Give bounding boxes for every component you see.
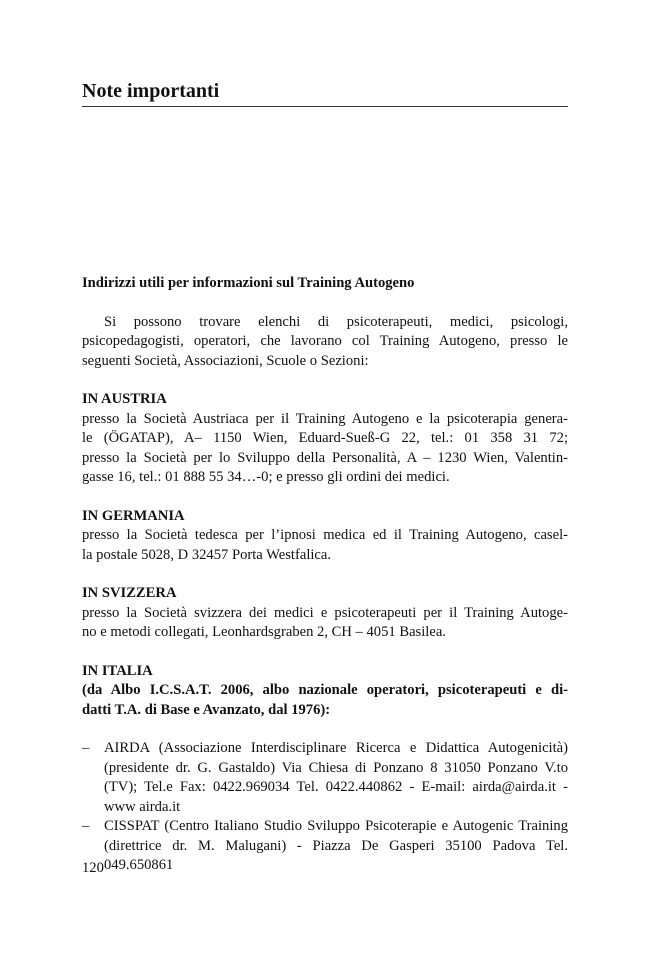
chapter-title: Note importanti [82, 80, 220, 102]
germania-line: presso la Società tedesca per l’ipnosi medica ed il Training Autogeno, casel- [82, 527, 568, 543]
italia-note-line: datti T.A. di Base e Avanzato, dal 1976): [82, 701, 331, 718]
svizzera-line: presso la Società svizzera dei medici e psicoterapeuti per il Training Autoge- [82, 604, 568, 621]
austria-line: le (ÖGATAP), A– 1150 Wien, Eduard-Sueß-G 22, tel.: 01 358 31 72; [82, 430, 568, 446]
italia-heading: IN ITALIA [82, 662, 153, 679]
intro-paragraph: Si possono trovare elenchi di psicoterapeuti, medici, psicologi, psicopedagogisti, operatori, che lavorano col Training Autogeno, presso le seguenti Società, Associazioni, Scuole o Sezioni: [82, 313, 568, 369]
austria-line: gasse 16, tel.: 01 888 55 34…-0; e presso gli ordini dei medici. [82, 469, 450, 485]
austria-line: presso la Società per lo Sviluppo della Personalità, A – 1230 Wien, Valentin- [82, 449, 568, 466]
list-item-airda [82, 739, 568, 817]
list-dash: – [82, 740, 90, 756]
list-dash: – [82, 818, 90, 834]
list-item-cisspat [82, 817, 568, 876]
italia-source-note [82, 681, 568, 720]
germania-block [82, 507, 568, 566]
austria-block [82, 390, 568, 488]
svizzera-heading: IN SVIZZERA [82, 585, 177, 601]
italia-list [82, 739, 568, 876]
page-body [82, 274, 568, 876]
svizzera-block [82, 584, 568, 643]
germania-heading: IN GERMANIA [82, 507, 185, 524]
page-number: 120 [82, 860, 104, 876]
italia-note-line: (da Albo I.C.S.A.T. 2006, albo nazionale operatori, psicoterapeuti e di- [82, 682, 568, 698]
section-title: Indirizzi utili per informazioni sul Training Autogeno [82, 275, 415, 291]
list-item-text: AIRDA (Associazione Interdisciplinare Ricerca e Didattica Autogenicità) (presidente dr. G. Gastaldo) Via Chiesa di Ponzano 8 31050 Ponzano V.to (TV); Tel.e Fax: 0422.969034 Tel. 0422.440862 - E-mail: airda@airda.it - www airda.it [104, 740, 568, 815]
germania-line: la postale 5028, D 32457 Porta Westfalica. [82, 546, 332, 563]
austria-heading: IN AUSTRIA [82, 391, 167, 407]
running-header [82, 78, 568, 107]
svizzera-line: no e metodi collegati, Leonhardsgraben 2, CH – 4051 Basilea. [82, 624, 446, 640]
list-item-text: CISSPAT (Centro Italiano Studio Sviluppo Psicoterapie e Autogenic Training (direttrice dr. M. Malugani) - Piazza De Gasperi 35100 Padova Tel. 049.650861 [104, 818, 568, 873]
austria-line: presso la Società Austriaca per il Training Autogeno e la psicoterapia genera- [82, 410, 568, 427]
italia-block [82, 662, 568, 876]
